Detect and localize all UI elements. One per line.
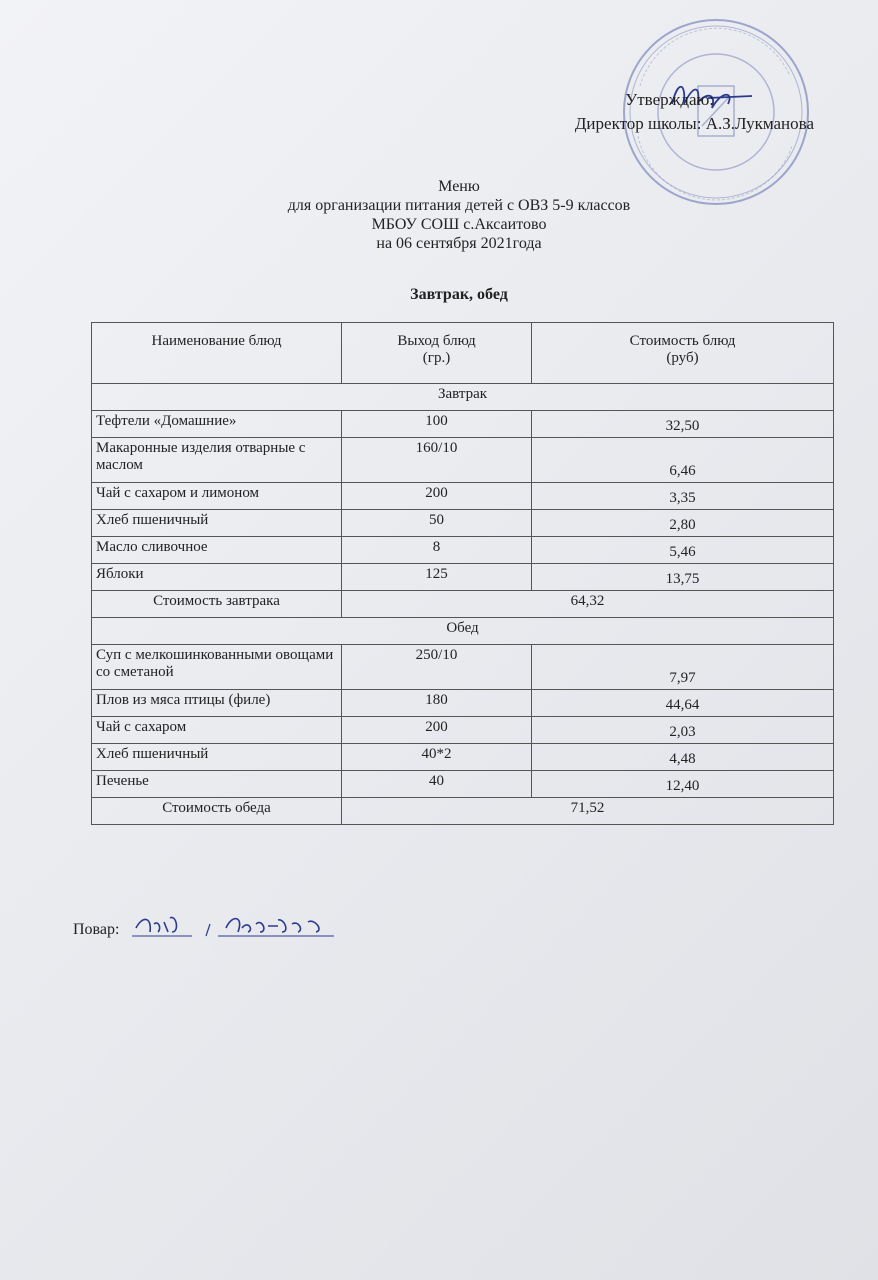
lunch-row: [92, 645, 834, 690]
breakfast-total-value: 64,32: [342, 591, 834, 618]
lunch-section-row: [92, 618, 834, 645]
dish-name: Хлеб пшеничный: [92, 510, 342, 537]
lunch-row: [92, 717, 834, 744]
lunch-row: [92, 771, 834, 798]
dish-cost: 12,40: [532, 771, 834, 798]
heading-date: на 06 сентября 2021года: [376, 235, 542, 252]
dish-name: Плов из мяса птицы (филе): [92, 690, 342, 717]
header-dish-name: Наименование блюд: [92, 323, 342, 384]
breakfast-row: [92, 483, 834, 510]
heading-school: МБОУ СОШ с.Аксаитово: [371, 216, 547, 233]
cook-signature: [128, 906, 338, 946]
lunch-row: [92, 690, 834, 717]
heading-purpose: для организации питания детей с ОВЗ 5-9 классов: [287, 197, 631, 214]
breakfast-total-label: Стоимость завтрака: [92, 591, 342, 618]
dish-weight: 250/10: [342, 645, 532, 690]
dish-weight: 180: [342, 690, 532, 717]
dish-name: Чай с сахаром и лимоном: [92, 483, 342, 510]
dish-weight: 50: [342, 510, 532, 537]
dish-weight: 40: [342, 771, 532, 798]
breakfast-total-row: [92, 591, 834, 618]
menu-table: [91, 322, 834, 825]
dish-cost: 7,97: [532, 645, 834, 690]
header-cost: Стоимость блюд (руб): [532, 323, 834, 384]
cook-label: Повар:: [73, 921, 120, 938]
dish-name: Тефтели «Домашние»: [92, 411, 342, 438]
dish-cost: 32,50: [532, 411, 834, 438]
lunch-total-value: 71,52: [342, 798, 834, 825]
dish-name: Масло сливочное: [92, 537, 342, 564]
table-header-row: [92, 323, 834, 384]
breakfast-rows: [92, 411, 834, 591]
dish-weight: 100: [342, 411, 532, 438]
lunch-total-label: Стоимость обеда: [92, 798, 342, 825]
breakfast-row: [92, 510, 834, 537]
breakfast-title: Завтрак: [92, 384, 834, 411]
dish-name: Хлеб пшеничный: [92, 744, 342, 771]
meal-subheading: Завтрак, обед: [410, 286, 508, 303]
dish-weight: 125: [342, 564, 532, 591]
dish-weight: 160/10: [342, 438, 532, 483]
breakfast-section-row: [92, 384, 834, 411]
dish-cost: 6,46: [532, 438, 834, 483]
breakfast-row: [92, 564, 834, 591]
dish-cost: 44,64: [532, 690, 834, 717]
approval-block: [575, 88, 814, 136]
dish-name: Печенье: [92, 771, 342, 798]
dish-name: Яблоки: [92, 564, 342, 591]
lunch-total-row: [92, 798, 834, 825]
dish-name: Макаронные изделия отварные с маслом: [92, 438, 342, 483]
dish-name: Чай с сахаром: [92, 717, 342, 744]
dish-weight: 8: [342, 537, 532, 564]
dish-weight: 40*2: [342, 744, 532, 771]
breakfast-row: [92, 438, 834, 483]
breakfast-row: [92, 411, 834, 438]
dish-cost: 5,46: [532, 537, 834, 564]
dish-name: Суп с мелкошинкованными овощами со сметаной: [92, 645, 342, 690]
header-weight: Выход блюд (гр.): [342, 323, 532, 384]
lunch-title: Обед: [92, 618, 834, 645]
heading-title: Меню: [438, 178, 480, 195]
dish-cost: 4,48: [532, 744, 834, 771]
lunch-rows: [92, 645, 834, 798]
lunch-row: [92, 744, 834, 771]
dish-cost: 3,35: [532, 483, 834, 510]
dish-cost: 2,03: [532, 717, 834, 744]
document-heading: [0, 177, 878, 253]
approval-line-1: Утверждаю:: [625, 90, 714, 109]
approval-line-2: Директор школы: А.З.Лукманова: [574, 114, 814, 133]
dish-cost: 13,75: [532, 564, 834, 591]
dish-weight: 200: [342, 483, 532, 510]
dish-weight: 200: [342, 717, 532, 744]
dish-cost: 2,80: [532, 510, 834, 537]
breakfast-row: [92, 537, 834, 564]
